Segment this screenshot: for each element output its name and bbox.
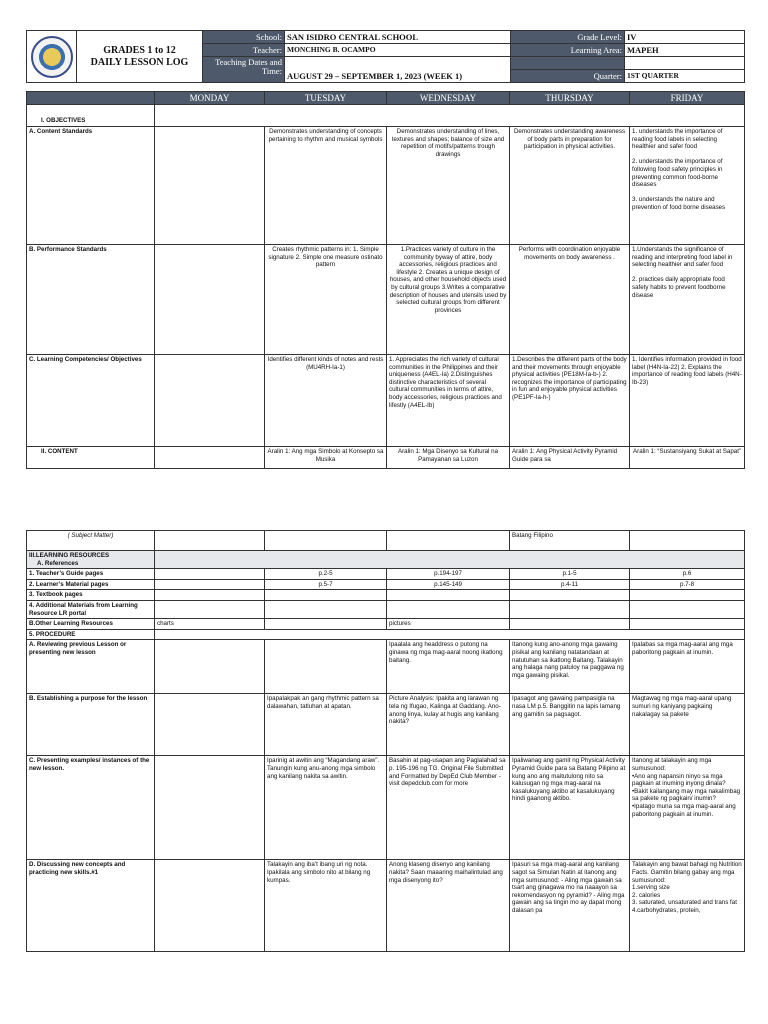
- dates-label: Teaching Dates and Time:: [203, 57, 285, 83]
- day-tuesday: TUESDAY: [265, 92, 387, 105]
- examples-label: C. Presenting examples/ instances of the new lesson.: [27, 756, 155, 860]
- tg-thu: p.1-5: [510, 569, 630, 580]
- examples-fri-item: Itanong at talakayin ang mga sumusunod:: [632, 757, 712, 772]
- discussing-fri: [630, 860, 745, 952]
- content-wed: Aralin 1: Mga Disenyo sa Kultural na Pamayanan sa Luzon: [387, 447, 510, 469]
- deped-seal-icon: [31, 36, 73, 78]
- examples-tue: Iparinig at awitin ang “Magandang araw”. Tanungin kung anu-anong mga simbolo ang kanilang nakita sa awitin.: [265, 756, 387, 860]
- discussing-fri-item: 2. calories: [632, 891, 661, 899]
- other-resources-mon: charts: [155, 619, 265, 630]
- competencies-label: C. Learning Competencies/ Objectives: [27, 355, 155, 447]
- area-value: MAPEH: [625, 44, 745, 57]
- grade-value: IV: [625, 31, 745, 44]
- day-thursday: THURSDAY: [510, 92, 630, 105]
- area-label: Learning Area:: [511, 44, 625, 57]
- review-thu: Itanong kung ano-anong mga gawaing pisikal ang kanilang natatandaan at natutuhan sa ikatlong Baitang. Talakayin ang halaga nang patuloy na paggawa ng mga gawaing pisikal.: [510, 640, 630, 694]
- examples-wed: Basahin at pag-usapan ang Paglalahad sa p. 195-196 ng TG. Original File Submitted and Formatted by DepEd Club Member - visit depedclub.com for more: [387, 756, 510, 860]
- performance-standards-fri: [630, 245, 745, 355]
- discussing-fri-item: 4.carbohydrates, protein,: [632, 906, 701, 914]
- discussing-label: D. Discussing new concepts and practicing new skills.#1: [27, 860, 155, 952]
- lesson-table-page1: [26, 91, 745, 469]
- document-title: [77, 31, 203, 83]
- discussing-tue: Talakayin ang iba’t ibang uri ng nota. Ipakilala ang simbolo nito at bilang ng kumpas.: [265, 860, 387, 952]
- content-standards-label: A. Content Standards: [27, 127, 155, 245]
- review-wed: Ipaalala ang headdress o putong na ginawa ng mga mag-aaral noong ikatlong baitang.: [387, 640, 510, 694]
- school-label: School:: [203, 31, 285, 44]
- performance-standards-thu: Performs with coordination enjoyable movements on body awareness .: [510, 245, 630, 355]
- teacher-value: MONCHING B. OCAMPO: [285, 44, 511, 57]
- lm-wed: p.145-149: [387, 579, 510, 590]
- discussing-thu: Ipasuri sa mga mag-aaral ang kanilang sagot sa Simulan Natin at itanong ang mga sumusunod: - Aling mga gawain sa tsart ang ginagawa mo na naaayon sa rekomendasyon ng pyramid? - Aling mga gawain ang sa tingin mo ay dapat mong dalasan pa: [510, 860, 630, 952]
- performance-standards-tue: Creates rhythmic patterns in: 1. Simple signature 2. Simple one measure ostinato pattern: [265, 245, 387, 355]
- lm-thu: p.4-11: [510, 579, 630, 590]
- title-line-1: GRADES 1 to 12: [103, 44, 176, 56]
- school-value: SAN ISIDRO CENTRAL SCHOOL: [285, 31, 511, 44]
- dates-value: AUGUST 29 – SEPTEMBER 1, 2023 (WEEK 1): [285, 57, 511, 83]
- lm-pages-label: 2. Learner’s Material pages: [27, 579, 155, 590]
- content-standards-fri: [630, 127, 745, 245]
- purpose-tue: Ipapalakpak an gang rhythmic pattern sa dalawahan, tatluhan at apatan.: [265, 694, 387, 756]
- cs-fri-item: 1. understands the importance of reading food labels in selecting healthier and safer food: [632, 128, 723, 151]
- day-monday: MONDAY: [155, 92, 265, 105]
- additional-materials-label: 4. Additional Materials from Learning Resource LR portal: [27, 600, 155, 618]
- content-tue: Aralin 1: Ang mga Simbolo at Konsepto sa Musika: [265, 447, 387, 469]
- subject-matter-label: ( Subject Matter): [27, 531, 155, 551]
- discussing-fri-item: Talakayin ang bawat bahagi ng Nutrition Facts. Gamitin bilang gabay ang mga sumusunod:: [632, 861, 742, 884]
- discussing-fri-item: 1.serving size: [632, 884, 670, 892]
- ps-fri-item: 2. practices daily appropriate food safety habits to prevent foodborne disease: [632, 276, 726, 299]
- ps-fri-item: 1.Understands the significance of reading and interpreting food label in selecting healthier and safer food: [632, 246, 733, 269]
- examples-fri-item: •Ano ang napansin ninyo sa mga pagkain at inuming inyong dinala?: [632, 772, 726, 788]
- cs-fri-item: 3. understands the nature and prevention of food borne diseases: [632, 196, 726, 211]
- procedure-heading: 5. PROCEDURE: [27, 629, 155, 640]
- review-label: A. Reviewing previous Lesson or presenting new lesson: [27, 640, 155, 694]
- tg-pages-label: 1. Teacher’s Guide pages: [27, 569, 155, 580]
- purpose-label: B. Establishing a purpose for the lesson: [27, 694, 155, 756]
- examples-thu: Ipaliwanag ang gamit ng Physical Activity Pyramid Guide para sa Batang Pilipino at kung ano ang maitutulong nito sa kalusugan ng mga mag-aaral na kasalukuyang aktibo at kasalukuyang hindi gaanong aktibo.: [510, 756, 630, 860]
- competencies-fri: 1. Identifies information provided in food label (H4N-Ia-22) 2. Explains the importance of reading food labels (H4N-Ib-23): [630, 355, 745, 447]
- content-standards-wed: Demonstrates understanding of lines, textures and shapes; balance of size and repetition of motifs/patterns trough drawings: [387, 127, 510, 245]
- discussing-wed: Anong klaseng disenyo ang kanilang nakita? Saan maaaring maihalintulad ang mga disenyong ito?: [387, 860, 510, 952]
- examples-fri: [630, 756, 745, 860]
- lm-fri: p.7-8: [630, 579, 745, 590]
- lesson-table-page2: [26, 530, 745, 952]
- cs-fri-item: 2. understands the importance of following food safety principles in preventing common food-borne diseases: [632, 158, 723, 189]
- content-label: II. CONTENT: [27, 447, 155, 469]
- deped-seal-cell: [27, 31, 77, 83]
- content-standards-tue: Demonstrates understanding of concepts pertaining to rhythm and musical symbols: [265, 127, 387, 245]
- tg-tue: p.2-5: [265, 569, 387, 580]
- other-resources-wed: pictures: [387, 619, 510, 630]
- competencies-thu: 1.Describes the different parts of the body and their movements through enjoyable physical activities (PE18M-Ia-b-) 2. recognizes the importance of participating in fun and enjoyable physical activities (PE1PF-Ia-h-): [510, 355, 630, 447]
- discussing-fri-item: 3. saturated, unsaturated and trans fat: [632, 899, 737, 907]
- subject-matter-thu: Batang Filipino: [510, 531, 630, 551]
- learning-resources-heading: [27, 551, 155, 569]
- performance-standards-wed: 1.Practices variety of culture in the community byway of attire, body accessories, religious practices and lifestyle 2. Creates a unique design of houses, and other household objects used by cultural groups 3.Writes a comparative description of houses and utensils used by selected cultural groups from different provinces: [387, 245, 510, 355]
- examples-fri-item: •Bakit kailangang may mga nakalimbag sa pakete ng pagkain/ inumin?: [632, 787, 741, 803]
- teacher-label: Teacher:: [203, 44, 285, 57]
- grade-label: Grade Level:: [511, 31, 625, 44]
- other-resources-label: B.Other Learning Resources: [27, 619, 155, 630]
- day-friday: FRIDAY: [630, 92, 745, 105]
- competencies-tue: Identifies different kinds of notes and rests (MU4RH-Ia-1): [265, 355, 387, 447]
- quarter-value: 1ST QUARTER: [625, 70, 745, 83]
- day-wednesday: WEDNESDAY: [387, 92, 510, 105]
- purpose-fri: Magtawag ng mga mag-aaral upang sumuri ng kaniyang pagkaing nakalagay sa pakete: [630, 694, 745, 756]
- title-line-2: DAILY LESSON LOG: [90, 56, 189, 68]
- header-table: [26, 30, 745, 83]
- content-fri: Aralin 1: “Sustansiyang Sukat at Sapat”: [630, 447, 745, 469]
- objectives-heading: I. OBJECTIVES: [27, 105, 155, 127]
- performance-standards-label: B. Performance Standards: [27, 245, 155, 355]
- lm-tue: p.5-7: [265, 579, 387, 590]
- resources-title: III.LEARNING RESOURCES: [29, 552, 110, 559]
- tg-wed: p.194-197: [387, 569, 510, 580]
- tg-fri: p.6: [630, 569, 745, 580]
- review-fri: Ipalabas sa mga mag-aaral ang mga paboritong pagkain at inumin.: [630, 640, 745, 694]
- purpose-wed: Picture Analysis: Ipakita ang larawan ng tela ng Ifugao, Kalinga at Gaddang. Ano-anong linya, kulay at hugis ang kanilang nakita?: [387, 694, 510, 756]
- competencies-wed: 1. Appreciates the rich variety of cultural communities in the Philippines and their uniqueness (A4EL-Ia) 2.Distinguishes distinctive characteristics of several cultural communities in terms of attire, body accessories, religious practices and lifestly (A4EL-Ib): [387, 355, 510, 447]
- textbook-pages-label: 3. Textbook pages: [27, 590, 155, 601]
- references-title: A. References: [37, 559, 79, 567]
- purpose-thu: Ipasagot ang gawaing pampasigla na nasa LM p.5. Banggitin na lapis lamang ang gamitin sa pagsagot.: [510, 694, 630, 756]
- content-thu: Aralin 1: Ang Physical Activity Pyramid Guide para sa: [510, 447, 630, 469]
- content-standards-thu: Demonstrates understanding awareness of body parts in preparation for participation in physical activities.: [510, 127, 630, 245]
- examples-fri-item: •Ipatago muna sa mga mag-aaral ang paboritong pagkain at inumin.: [632, 802, 736, 818]
- quarter-label: Quarter:: [511, 70, 625, 83]
